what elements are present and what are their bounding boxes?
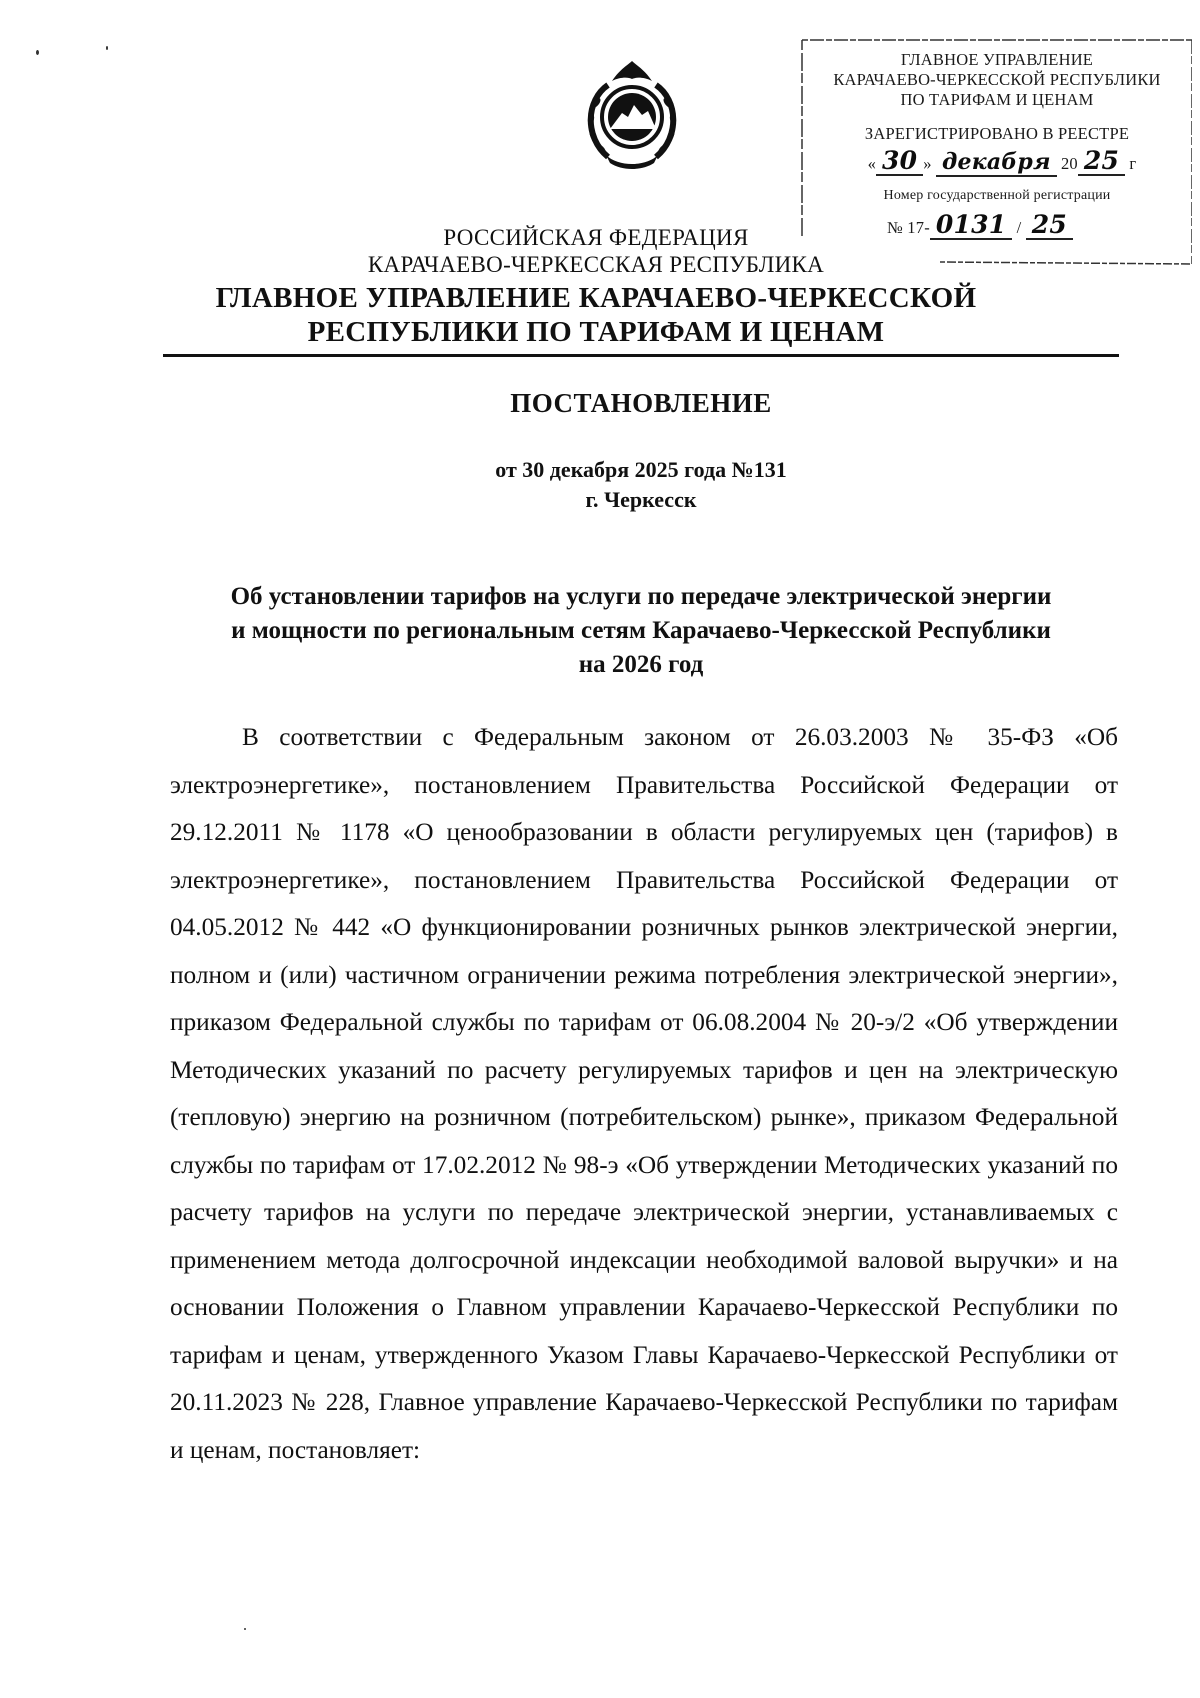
document-body-paragraph: В соответствии с Федеральным законом от 26.03.2003 № 35-ФЗ «Об электроэнергетике», постановлением Правительства Российской Федерации от 29.12.2011 № 1178 «О ценообразовании в области регулируемых цен (тарифов) в электроэнергетике», постановлением Правительства Российской Федерации от 04.05.2012 № 442 «О функционировании розничных рынков электрической энергии, полном и (или) частичном ограничении режима потребления электрической энергии», приказом Федеральной службы по тарифам от 06.08.2004 № 20-э/2 «Об утверждении Методических указаний по расчету регулируемых тарифов и цен на электрическую (тепловую) энергию на розничном (потребительском) рынке», приказом Федеральной службы по тарифам от 17.02.2012 № 98-э «Об утверждении Методических указаний по расчету тарифов на услуги по передаче электрической энергии, устанавливаемых с применением метода долгосрочной индексации необходимой валовой выручки» и на основании Положения о Главном управлении Карачаево-Черкесской Республики по тарифам и ценам, утвержденного Указом Главы Карачаево-Черкесской Республики от 20.11.2023 № 228, Главное управление Карачаево-Черкесской Республики по тарифам и ценам, постановляет:	[170, 723, 1118, 1464]
document-date-number: от 30 декабря 2025 года №131	[495, 457, 787, 482]
header-authority-line1: ГЛАВНОЕ УПРАВЛЕНИЕ КАРАЧАЕВО-ЧЕРКЕССКОЙ	[215, 282, 977, 314]
stamp-reg-suffix: 25	[1026, 212, 1073, 240]
header-republic: КАРАЧАЕВО-ЧЕРКЕССКАЯ РЕСПУБЛИКА	[367, 252, 825, 277]
document-subject-line3: на 2026 год	[578, 651, 704, 678]
stamp-reg-number: 0131	[930, 212, 1012, 240]
coat-of-arms-emblem	[578, 55, 686, 173]
scan-speck	[244, 1628, 246, 1630]
stamp-registered: ЗАРЕГИСТРИРОВАНО В РЕЕСТРЕ	[864, 124, 1130, 143]
stamp-date-open-quote: «	[867, 154, 877, 173]
stamp-date-year-prefix: 20	[1060, 154, 1078, 173]
stamp-reg-separator: /	[1016, 218, 1022, 237]
stamp-date-year-suffix: 25	[1078, 148, 1125, 176]
document-subject-line1: Об установлении тарифов на услуги по передаче электрической энергии	[230, 583, 1052, 610]
stamp-date-close-quote: »	[923, 154, 932, 173]
stamp-date-day: 30	[876, 148, 923, 176]
stamp-reg-prefix: № 17-	[887, 218, 930, 237]
stamp-org-line2: КАРАЧАЕВО-ЧЕРКЕССКОЙ РЕСПУБЛИКИ	[833, 70, 1161, 89]
document-city: г. Черкесск	[585, 487, 697, 512]
stamp-org-line1: ГЛАВНОЕ УПРАВЛЕНИЕ	[900, 50, 1094, 69]
stamp-reg-label: Номер государственной регистрации	[883, 188, 1111, 203]
stamp-date-month: декабря	[936, 149, 1057, 177]
stamp-date-year-unit: г	[1129, 154, 1137, 173]
header-country: РОССИЙСКАЯ ФЕДЕРАЦИЯ	[443, 225, 749, 250]
document-type: ПОСТАНОВЛЕНИЕ	[510, 388, 772, 418]
header-authority-line2: РЕСПУБЛИКИ ПО ТАРИФАМ И ЦЕНАМ	[307, 316, 885, 348]
document-subject-line2: и мощности по региональным сетям Карачаево-Черкесской Республики	[231, 617, 1051, 644]
stamp-org-line3: ПО ТАРИФАМ И ЦЕНАМ	[900, 90, 1094, 109]
stamp-date	[812, 148, 1192, 177]
scan-speck	[106, 46, 108, 50]
coat-of-arms-icon	[578, 55, 686, 173]
header-divider	[163, 354, 1119, 357]
scan-speck	[36, 50, 39, 55]
